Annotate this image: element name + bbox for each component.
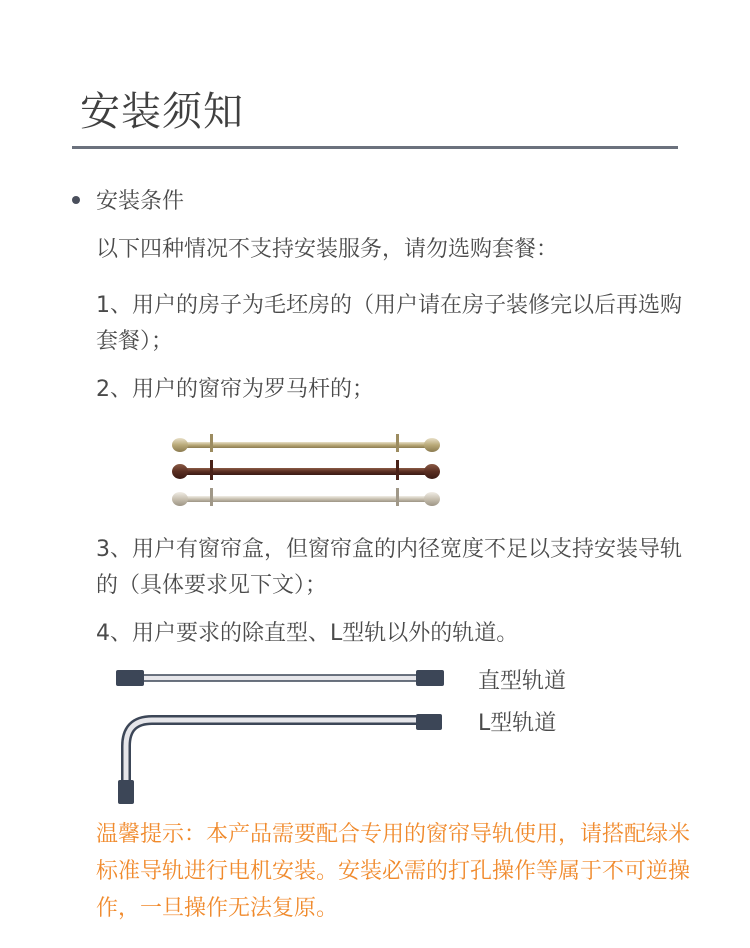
- l-rail-label: L型轨道: [478, 711, 557, 736]
- bullet-dot: [72, 196, 80, 204]
- straight-rail: [116, 670, 444, 686]
- condition-item-4: 4、用户要求的除直型、L型轨以外的轨道。: [96, 621, 519, 646]
- roman-rod-image: [170, 432, 442, 518]
- l-shape-rail: [118, 714, 442, 804]
- condition-item-3: 3、用户有窗帘盒，但窗帘盒的内径宽度不足以支持安装导轨的（具体要求见下文）；: [96, 537, 682, 598]
- condition-item-1: 1、用户的房子为毛坯房的（用户请在房子装修完以后再选购套餐）；: [96, 293, 682, 354]
- rail-diagram: [112, 662, 452, 808]
- rod-bronze: [172, 460, 440, 480]
- section-title: 安装条件: [96, 189, 185, 214]
- straight-rail-label: 直型轨道: [478, 669, 567, 694]
- rod-brass: [172, 434, 440, 452]
- title-divider: [72, 146, 678, 149]
- page-title: 安装须知: [80, 89, 244, 135]
- condition-item-2: 2、用户的窗帘为罗马杆的；: [96, 377, 374, 402]
- warning-note: 温馨提示：本产品需要配合专用的窗帘导轨使用，请搭配绿米标准导轨进行电机安装。安装必需的打孔操作等属于不可逆操作，一旦操作无法复原。: [96, 822, 691, 921]
- rod-silver: [172, 488, 440, 506]
- intro-text: 以下四种情况不支持安装服务，请勿选购套餐：: [96, 237, 559, 262]
